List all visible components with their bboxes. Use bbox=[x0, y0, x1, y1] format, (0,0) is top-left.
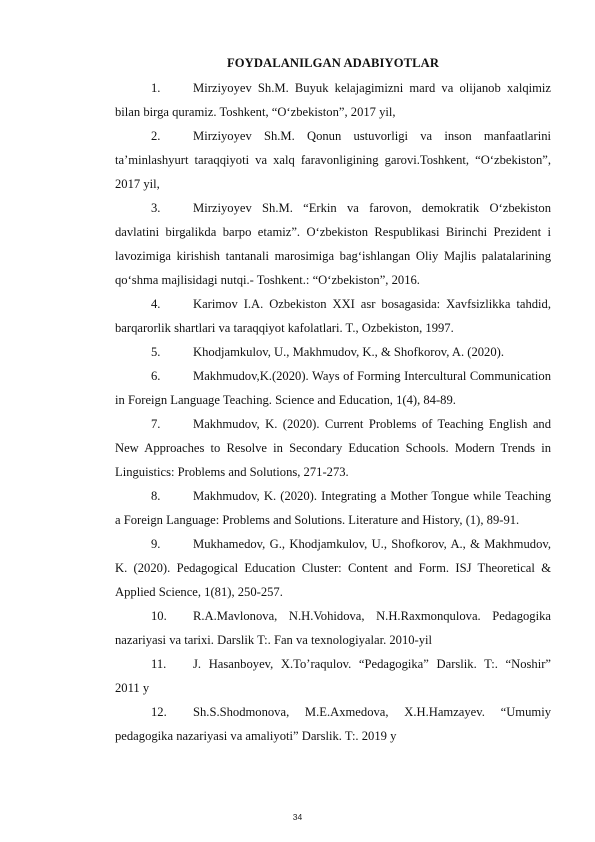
reference-item bbox=[115, 76, 551, 124]
reference-text: Sh.S.Shodmonova, M.E.Axmedova, X.H.Hamzayev. “Umumiy pedagogika nazariyasi va amaliyoti” Darslik. T:. 2019 y bbox=[115, 705, 551, 743]
reference-text: Makhmudov, K. (2020). Integrating a Mother Tongue while Teaching a Foreign Language: Problems and Solutions. Literature and History, (1), 89-91. bbox=[115, 489, 551, 527]
reference-text: J. Hasanboyev, X.To’raqulov. “Pedagogika” Darslik. T:. “Noshir” 2011 y bbox=[115, 657, 551, 695]
section-title: FOYDALANILGAN ADABIYOTLAR bbox=[226, 56, 440, 70]
reference-number: 6. bbox=[151, 369, 161, 383]
reference-item bbox=[115, 364, 551, 412]
reference-item bbox=[115, 532, 551, 604]
reference-text: Mirziyoyev Sh.M. Qonun ustuvorligi va inson manfaatlarini ta’minlashyurt taraqqiyoti va xalq faravonligining garovi.Toshkent, “O‘zbekiston”, 2017 yil, bbox=[115, 129, 551, 191]
reference-number: 12. bbox=[151, 705, 167, 719]
reference-text: R.A.Mavlonova, N.H.Vohidova, N.H.Raxmonqulova. Pedagogika nazariyasi va tarixi. Darslik T:. Fan va texnologiyalar. 2010-yil bbox=[115, 609, 551, 647]
reference-item bbox=[115, 652, 551, 700]
reference-number: 5. bbox=[151, 345, 161, 359]
reference-item bbox=[115, 604, 551, 652]
reference-number: 4. bbox=[151, 297, 161, 311]
reference-item bbox=[115, 124, 551, 196]
reference-number: 7. bbox=[151, 417, 161, 431]
reference-text: Khodjamkulov, U., Makhmudov, K., & Shofkorov, A. (2020). bbox=[193, 345, 504, 359]
reference-item bbox=[115, 700, 551, 748]
reference-item bbox=[115, 292, 551, 340]
reference-number: 8. bbox=[151, 489, 161, 503]
reference-number: 1. bbox=[151, 81, 161, 95]
reference-number: 2. bbox=[151, 129, 161, 143]
reference-item bbox=[115, 340, 551, 364]
page-number: 34 bbox=[292, 812, 303, 822]
reference-number: 11. bbox=[151, 657, 167, 671]
reference-item bbox=[115, 196, 551, 292]
reference-item bbox=[115, 484, 551, 532]
reference-number: 9. bbox=[151, 537, 161, 551]
reference-item bbox=[115, 412, 551, 484]
reference-text: Mirziyoyev Sh.M. “Erkin va farovon, demokratik O‘zbekiston davlatini birgalikda barpo etamiz”. O‘zbekiston Respublikasi Birinchi Prezident i lavozimiga kirishish tantanali marosimiga bag‘ishlangan Oliy Majlis palatalarining qo‘shma majlisidagi nutqi.- Toshkent.: “O‘zbekiston”, 2016. bbox=[115, 201, 551, 287]
reference-number: 10. bbox=[151, 609, 167, 623]
reference-text: Karimov I.A. Ozbekiston XXI asr bosagasida: Xavfsizlikka tahdid, barqarorlik shartlari va taraqqiyot kafolatlari. T., Ozbekiston, 1997. bbox=[115, 297, 551, 335]
reference-text: Mirziyoyev Sh.M. Buyuk kelajagimizni mard va olijanob xalqimiz bilan birga quramiz. Toshkent, “O‘zbekiston”, 2017 yil, bbox=[115, 81, 551, 119]
document-page bbox=[115, 52, 551, 748]
reference-text: Mukhamedov, G., Khodjamkulov, U., Shofkorov, A., & Makhmudov, K. (2020). Pedagogical Education Cluster: Content and Form. ISJ Theoretical & Applied Science, 1(81), 250-257. bbox=[115, 537, 551, 599]
reference-number: 3. bbox=[151, 201, 161, 215]
reference-text: Makhmudov, K. (2020). Current Problems of Teaching English and New Approaches to Resolve in Secondary Education Schools. Modern Trends in Linguistics: Problems and Solutions, 271-273. bbox=[115, 417, 551, 479]
reference-text: Makhmudov,K.(2020). Ways of Forming Intercultural Communication in Foreign Language Teaching. Science and Education, 1(4), 84-89. bbox=[115, 369, 551, 407]
